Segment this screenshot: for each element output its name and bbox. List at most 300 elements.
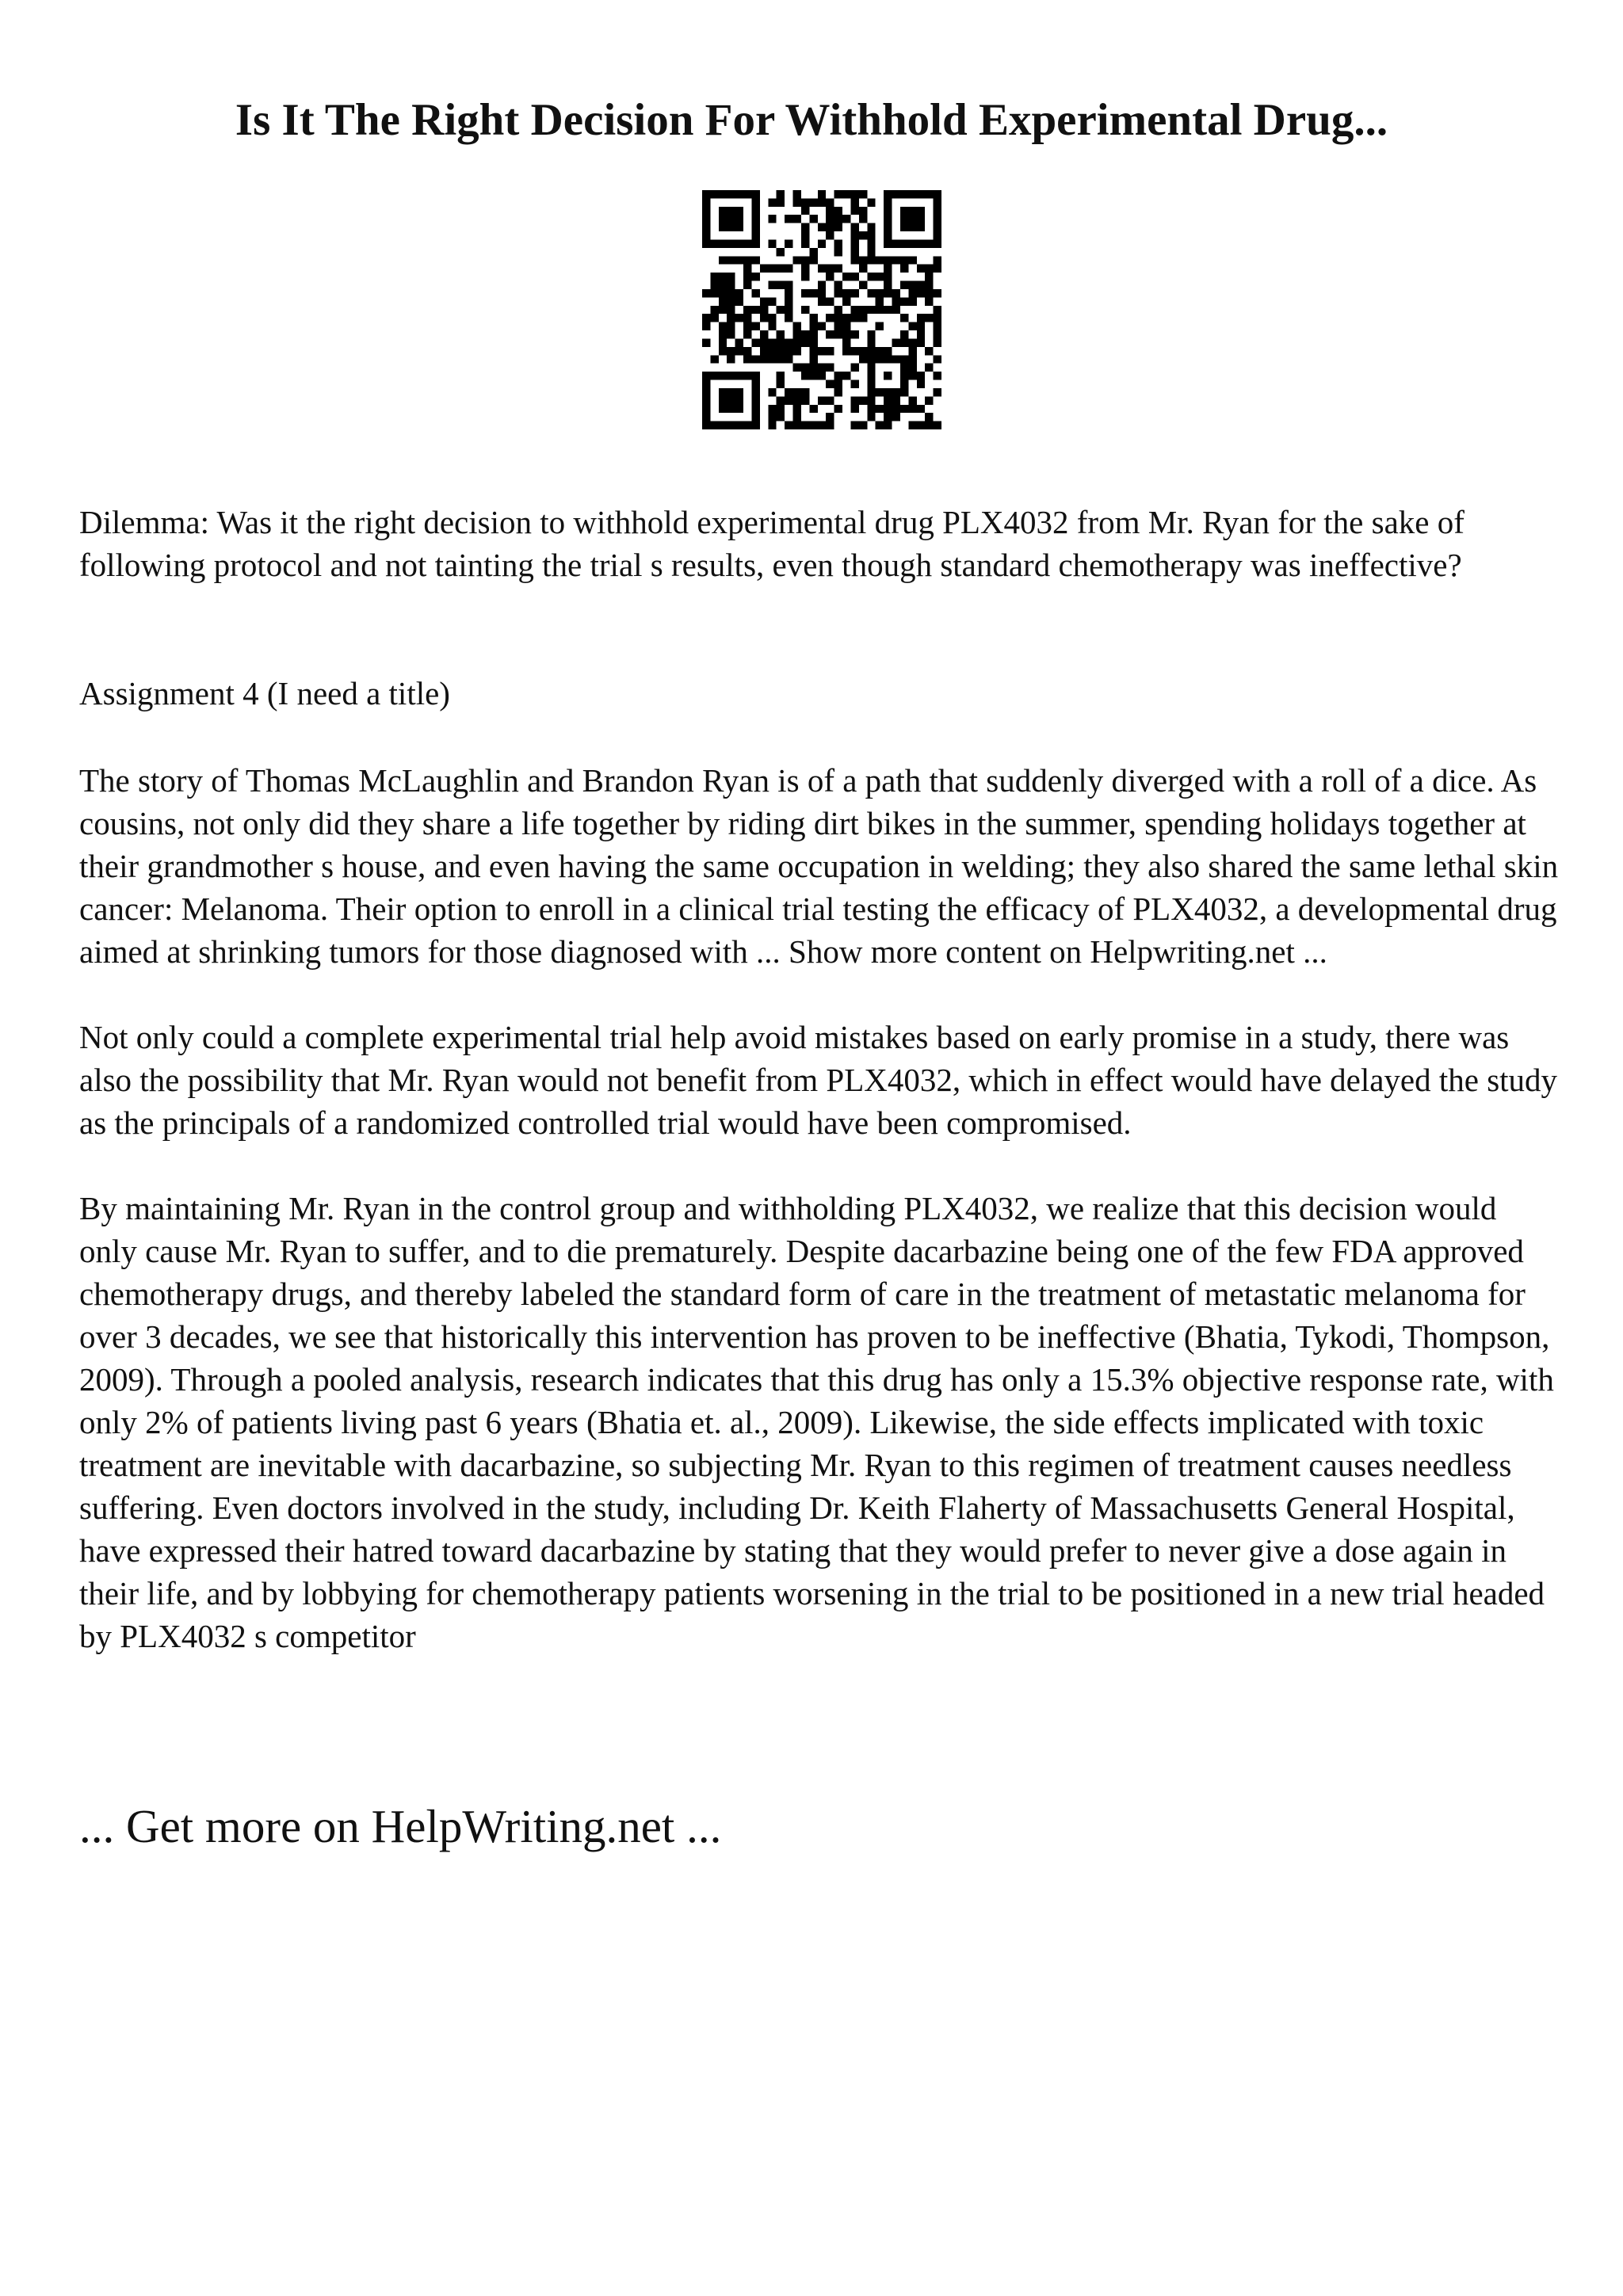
- qr-module: [710, 355, 718, 363]
- qr-module: [719, 338, 727, 346]
- qr-module: [867, 413, 875, 421]
- qr-module: [768, 388, 776, 396]
- qr-module: [900, 207, 908, 215]
- qr-module: [842, 314, 850, 322]
- qr-module: [809, 372, 817, 379]
- qr-module: [735, 239, 743, 247]
- qr-module: [785, 421, 792, 429]
- qr-module: [727, 306, 735, 314]
- qr-module: [925, 421, 933, 429]
- qr-module: [719, 273, 727, 280]
- qr-module: [719, 421, 727, 429]
- qr-module: [702, 388, 710, 396]
- qr-module: [735, 372, 743, 379]
- qr-module: [768, 297, 776, 305]
- qr-module: [834, 380, 842, 388]
- qr-module: [702, 372, 710, 379]
- qr-module: [908, 364, 916, 372]
- qr-module: [777, 330, 785, 338]
- qr-module: [710, 239, 718, 247]
- qr-module: [842, 215, 850, 223]
- qr-module: [908, 396, 916, 404]
- qr-module: [876, 289, 884, 297]
- qr-module: [900, 314, 908, 322]
- qr-module: [826, 347, 834, 355]
- qr-module: [702, 289, 710, 297]
- qr-module: [850, 248, 858, 256]
- qr-module: [727, 281, 735, 289]
- qr-module: [793, 198, 801, 206]
- qr-module: [719, 372, 727, 379]
- qr-module: [859, 265, 867, 273]
- qr-module: [908, 297, 916, 305]
- qr-module: [917, 421, 925, 429]
- qr-module: [735, 421, 743, 429]
- qr-module: [777, 372, 785, 379]
- qr-module: [809, 198, 817, 206]
- qr-module: [735, 215, 743, 223]
- qr-module: [743, 322, 751, 330]
- qr-module: [908, 289, 916, 297]
- qr-module: [842, 322, 850, 330]
- qr-module: [867, 347, 875, 355]
- qr-module: [735, 297, 743, 305]
- qr-module: [727, 372, 735, 379]
- qr-module: [867, 239, 875, 247]
- qr-module: [818, 364, 826, 372]
- qr-module: [801, 372, 809, 379]
- qr-module: [809, 330, 817, 338]
- qr-module: [809, 215, 817, 223]
- qr-module: [884, 355, 892, 363]
- qr-module: [934, 322, 941, 330]
- qr-module: [702, 396, 710, 404]
- qr-module: [859, 281, 867, 289]
- qr-module: [934, 289, 941, 297]
- qr-module: [826, 223, 834, 231]
- qr-module: [727, 314, 735, 322]
- qr-module: [727, 421, 735, 429]
- qr-module: [719, 207, 727, 215]
- qr-module: [727, 215, 735, 223]
- qr-module: [884, 273, 892, 280]
- qr-module: [719, 405, 727, 413]
- qr-module: [809, 347, 817, 355]
- qr-module: [727, 273, 735, 280]
- not-only-paragraph: [79, 1016, 1561, 1144]
- qr-module: [785, 265, 792, 273]
- qr-module: [876, 322, 884, 330]
- qr-module: [809, 405, 817, 413]
- get-more-link[interactable]: ... Get more on HelpWriting.net ...: [79, 1800, 722, 1852]
- qr-module: [793, 347, 801, 355]
- qr-module: [917, 322, 925, 330]
- qr-module: [785, 281, 792, 289]
- qr-module: [859, 256, 867, 264]
- qr-module: [908, 207, 916, 215]
- qr-module: [719, 330, 727, 338]
- qr-module: [735, 223, 743, 231]
- qr-module: [727, 223, 735, 231]
- qr-module: [867, 223, 875, 231]
- qr-module: [801, 198, 809, 206]
- qr-module: [917, 265, 925, 273]
- qr-module: [867, 380, 875, 388]
- qr-module: [719, 281, 727, 289]
- qr-module: [900, 338, 908, 346]
- qr-module: [760, 338, 768, 346]
- qr-module: [876, 273, 884, 280]
- qr-module: [908, 405, 916, 413]
- qr-module: [793, 396, 801, 404]
- qr-module: [710, 314, 718, 322]
- qr-module: [834, 330, 842, 338]
- qr-module: [818, 223, 826, 231]
- qr-module: [727, 207, 735, 215]
- qr-module: [785, 239, 792, 247]
- qr-module: [710, 190, 718, 198]
- qr-module: [801, 338, 809, 346]
- qr-module: [834, 322, 842, 330]
- qr-module: [834, 372, 842, 379]
- qr-module: [727, 330, 735, 338]
- qr-module: [925, 396, 933, 404]
- qr-module: [917, 330, 925, 338]
- qr-module: [850, 306, 858, 314]
- qr-module: [768, 239, 776, 247]
- qr-module: [934, 388, 941, 396]
- qr-module: [826, 215, 834, 223]
- qr-module: [884, 347, 892, 355]
- qr-module: [727, 289, 735, 297]
- qr-module: [743, 421, 751, 429]
- qr-module: [702, 380, 710, 388]
- qr-module: [719, 190, 727, 198]
- qr-module: [801, 256, 809, 264]
- qr-module: [892, 405, 900, 413]
- qr-module: [809, 355, 817, 363]
- qr-module: [801, 207, 809, 215]
- qr-code-icon: [702, 190, 941, 429]
- qr-module: [867, 306, 875, 314]
- qr-module: [702, 239, 710, 247]
- qr-module: [710, 306, 718, 314]
- qr-module: [834, 207, 842, 215]
- qr-module: [842, 338, 850, 346]
- qr-module: [760, 330, 768, 338]
- qr-module: [900, 190, 908, 198]
- qr-module: [826, 413, 834, 421]
- qr-module: [818, 396, 826, 404]
- qr-module: [826, 380, 834, 388]
- qr-module: [934, 231, 941, 239]
- qr-module: [777, 281, 785, 289]
- qr-module: [884, 256, 892, 264]
- qr-module: [934, 239, 941, 247]
- qr-module: [884, 388, 892, 396]
- qr-module: [809, 322, 817, 330]
- qr-module: [908, 355, 916, 363]
- qr-module: [925, 413, 933, 421]
- qr-module: [876, 347, 884, 355]
- qr-module: [884, 207, 892, 215]
- qr-module: [801, 231, 809, 239]
- qr-module: [859, 306, 867, 314]
- qr-module: [884, 405, 892, 413]
- qr-module: [727, 396, 735, 404]
- qr-module: [850, 198, 858, 206]
- qr-module: [751, 198, 759, 206]
- qr-module: [809, 256, 817, 264]
- qr-module: [702, 413, 710, 421]
- qr-module: [884, 413, 892, 421]
- qr-module: [834, 405, 842, 413]
- qr-module: [900, 372, 908, 379]
- qr-module: [917, 190, 925, 198]
- qr-module: [925, 347, 933, 355]
- qr-module: [917, 281, 925, 289]
- qr-module: [892, 239, 900, 247]
- qr-module: [768, 338, 776, 346]
- qr-module: [900, 223, 908, 231]
- qr-module: [710, 273, 718, 280]
- qr-module: [892, 413, 900, 421]
- qr-module: [867, 388, 875, 396]
- qr-module: [735, 396, 743, 404]
- qr-module: [793, 413, 801, 421]
- qr-module: [867, 364, 875, 372]
- qr-module: [917, 380, 925, 388]
- qr-module: [818, 297, 826, 305]
- qr-module: [892, 289, 900, 297]
- qr-module: [768, 215, 776, 223]
- qr-module: [768, 314, 776, 322]
- qr-module: [751, 215, 759, 223]
- qr-module: [818, 190, 826, 198]
- qr-module: [908, 322, 916, 330]
- qr-module: [727, 297, 735, 305]
- qr-module: [768, 413, 776, 421]
- qr-module: [867, 273, 875, 280]
- qr-module: [719, 297, 727, 305]
- qr-module: [850, 190, 858, 198]
- qr-module: [702, 314, 710, 322]
- qr-module: [900, 405, 908, 413]
- qr-module: [925, 314, 933, 322]
- qr-module: [751, 355, 759, 363]
- qr-module: [801, 306, 809, 314]
- qr-module: [834, 388, 842, 396]
- qr-module: [777, 306, 785, 314]
- qr-module: [900, 239, 908, 247]
- qr-module: [834, 281, 842, 289]
- qr-module: [793, 190, 801, 198]
- qr-module: [785, 289, 792, 297]
- qr-module: [884, 306, 892, 314]
- qr-module: [826, 396, 834, 404]
- qr-module: [842, 190, 850, 198]
- qr-module: [801, 330, 809, 338]
- qr-module: [867, 198, 875, 206]
- qr-module: [917, 314, 925, 322]
- qr-module: [934, 338, 941, 346]
- qr-module: [834, 248, 842, 256]
- qr-module: [777, 248, 785, 256]
- qr-module: [850, 314, 858, 322]
- qr-module: [727, 388, 735, 396]
- qr-module: [867, 289, 875, 297]
- qr-module: [751, 256, 759, 264]
- assignment-paragraph: [79, 672, 1561, 715]
- qr-module: [917, 215, 925, 223]
- qr-module: [850, 347, 858, 355]
- qr-module: [785, 347, 792, 355]
- qr-module: [818, 281, 826, 289]
- qr-module: [751, 231, 759, 239]
- qr-module: [884, 215, 892, 223]
- qr-module: [859, 314, 867, 322]
- qr-module: [900, 355, 908, 363]
- qr-module: [826, 265, 834, 273]
- qr-module: [884, 289, 892, 297]
- qr-module: [719, 239, 727, 247]
- qr-module: [760, 355, 768, 363]
- qr-module: [743, 190, 751, 198]
- qr-module: [934, 306, 941, 314]
- qr-module: [743, 273, 751, 280]
- qr-module: [727, 322, 735, 330]
- qr-module: [785, 388, 792, 396]
- qr-module: [793, 338, 801, 346]
- qr-module: [867, 248, 875, 256]
- qr-module: [809, 338, 817, 346]
- qr-module: [934, 190, 941, 198]
- qr-module: [925, 239, 933, 247]
- qr-module: [934, 314, 941, 322]
- qr-module: [768, 265, 776, 273]
- qr-module: [735, 347, 743, 355]
- qr-module: [925, 190, 933, 198]
- qr-module: [735, 388, 743, 396]
- qr-module: [751, 223, 759, 231]
- qr-module: [917, 405, 925, 413]
- qr-module: [743, 355, 751, 363]
- qr-module: [892, 190, 900, 198]
- qr-module: [751, 306, 759, 314]
- qr-module: [818, 322, 826, 330]
- qr-module: [892, 338, 900, 346]
- qr-module: [702, 207, 710, 215]
- qr-module: [793, 405, 801, 413]
- qr-module: [900, 330, 908, 338]
- qr-module: [719, 322, 727, 330]
- qr-module: [751, 388, 759, 396]
- qr-module: [818, 289, 826, 297]
- qr-module: [793, 388, 801, 396]
- qr-module: [809, 364, 817, 372]
- qr-module: [892, 388, 900, 396]
- qr-module: [743, 239, 751, 247]
- qr-module: [760, 297, 768, 305]
- qr-module: [842, 297, 850, 305]
- qr-module: [760, 347, 768, 355]
- qr-module: [892, 396, 900, 404]
- qr-module: [908, 223, 916, 231]
- qr-module: [785, 297, 792, 305]
- qr-module: [768, 198, 776, 206]
- qr-module: [850, 289, 858, 297]
- qr-module: [743, 306, 751, 314]
- qr-module: [777, 338, 785, 346]
- qr-module: [702, 322, 710, 330]
- qr-module: [876, 355, 884, 363]
- qr-module: [917, 223, 925, 231]
- qr-module: [801, 223, 809, 231]
- qr-module: [859, 355, 867, 363]
- qr-module: [859, 207, 867, 215]
- qr-module: [818, 198, 826, 206]
- qr-module: [735, 338, 743, 346]
- qr-module: [834, 265, 842, 273]
- qr-module: [908, 421, 916, 429]
- qr-module: [719, 289, 727, 297]
- dilemma-text: Dilemma: Was it the right decision to withhold experimental drug PLX4032 from Mr. Ryan for the sake of following protocol and not tainting the trial s results, even though standard chemotherapy was ineffective?: [79, 504, 1465, 583]
- qr-module: [826, 297, 834, 305]
- qr-module: [834, 239, 842, 247]
- qr-module: [876, 306, 884, 314]
- qr-module: [850, 256, 858, 264]
- qr-module: [801, 388, 809, 396]
- qr-module: [743, 256, 751, 264]
- qr-module: [850, 405, 858, 413]
- document-title: Is It The Right Decision For Withhold Experimental Drug...: [235, 95, 1388, 145]
- qr-module: [727, 256, 735, 264]
- qr-module: [867, 405, 875, 413]
- qr-module: [867, 231, 875, 239]
- qr-module: [934, 330, 941, 338]
- qr-module: [884, 239, 892, 247]
- qr-module: [818, 239, 826, 247]
- qr-module: [768, 347, 776, 355]
- qr-module: [908, 347, 916, 355]
- qr-module: [826, 273, 834, 280]
- qr-module: [727, 355, 735, 363]
- qr-module: [777, 405, 785, 413]
- qr-module: [826, 207, 834, 215]
- qr-module: [809, 248, 817, 256]
- qr-module: [908, 256, 916, 264]
- qr-module: [719, 306, 727, 314]
- qr-module: [818, 265, 826, 273]
- qr-module: [850, 396, 858, 404]
- qr-module: [735, 256, 743, 264]
- qr-module: [908, 215, 916, 223]
- qr-module: [842, 330, 850, 338]
- qr-module: [934, 372, 941, 379]
- qr-module: [760, 306, 768, 314]
- qr-module: [850, 223, 858, 231]
- qr-module: [751, 338, 759, 346]
- qr-module: [925, 265, 933, 273]
- qr-module: [850, 421, 858, 429]
- qr-module: [884, 223, 892, 231]
- qr-module: [751, 190, 759, 198]
- qr-module: [743, 347, 751, 355]
- qr-module: [751, 207, 759, 215]
- qr-module: [785, 355, 792, 363]
- qr-module: [892, 256, 900, 264]
- qr-module: [850, 231, 858, 239]
